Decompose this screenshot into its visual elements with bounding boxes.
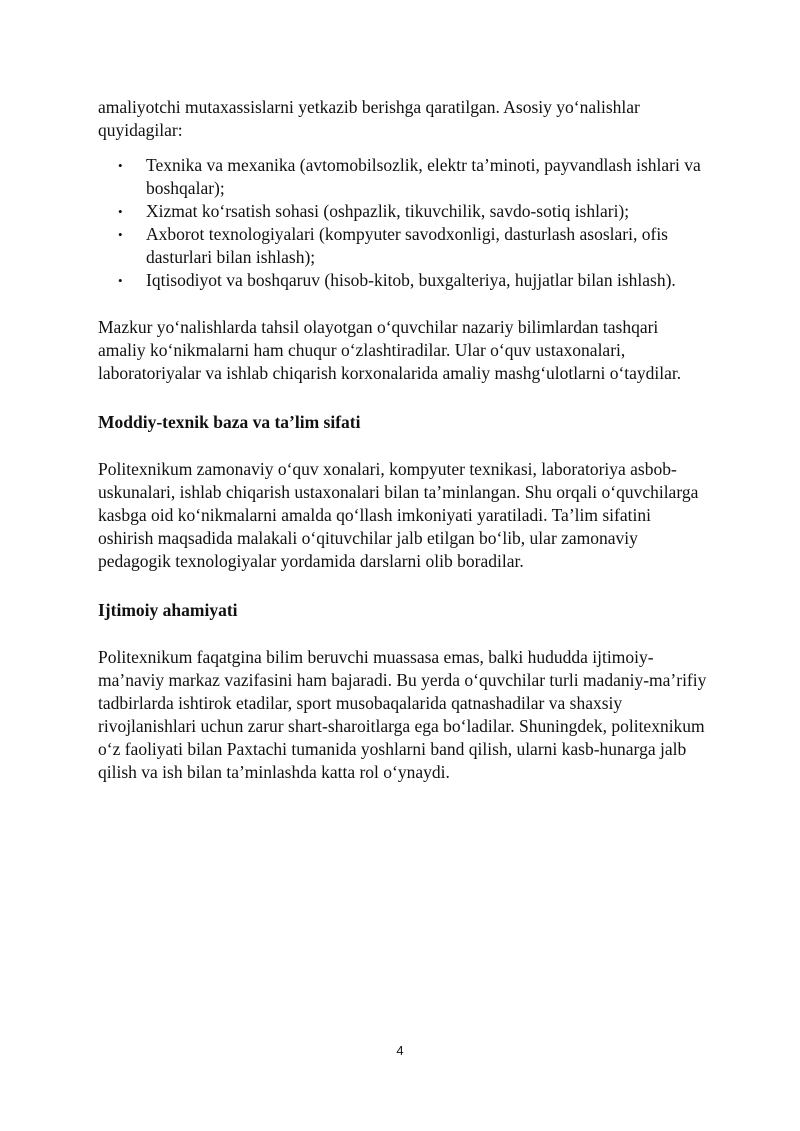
list-item (98, 154, 710, 200)
directions-paragraph: Mazkur yo‘nalishlarda tahsil olayotgan o‘quvchilar nazariy bilimlardan tashqari amaliy ko‘nikmalarni ham chuqur o‘zlashtiradilar. Ular o‘quv ustaxonalari, laboratoriyalar va ishlab chiqarish korxonalarida amaliy mashg‘ulotlarni o‘taydilar. (98, 317, 682, 383)
bullet-icon: • (118, 273, 123, 288)
list-item (98, 269, 710, 292)
list-item (98, 223, 710, 269)
bullet-icon: • (118, 227, 123, 242)
directions-list (98, 154, 710, 292)
document-page (98, 96, 710, 784)
bullet-icon: • (118, 158, 123, 173)
list-item-text: Axborot texnologiyalari (kompyuter savodxonligi, dasturlash asoslari, ofis dasturlari bilan ishlash); (146, 224, 668, 267)
intro-paragraph: amaliyotchi mutaxassislarni yetkazib berishga qaratilgan. Asosiy yo‘nalishlar quyidagilar: (98, 97, 640, 140)
page-number: 4 (396, 1043, 404, 1058)
section-heading-material-base: Moddiy-texnik baza va ta’lim sifati (98, 412, 361, 432)
material-base-paragraph: Politexnikum zamonaviy o‘quv xonalari, kompyuter texnikasi, laboratoriya asbob-uskunalari, ishlab chiqarish ustaxonalari bilan ta’minlangan. Shu orqali o‘quvchilarga kasbga oid ko‘nikmalarni amalda qo‘llash imkoniyati yaratiladi. Ta’lim sifatini oshirish maqsadida malakali o‘qituvchilar jalb etilgan bo‘lib, ular zamonaviy pedagogik texnologiyalar yordamida darslarni olib boradilar. (98, 459, 699, 571)
list-item (98, 200, 710, 223)
bullet-icon: • (118, 204, 123, 219)
list-item-text: Texnika va mexanika (avtomobilsozlik, elektr ta’minoti, payvandlash ishlari va boshqalar); (146, 155, 701, 198)
social-importance-paragraph: Politexnikum faqatgina bilim beruvchi muassasa emas, balki hududda ijtimoiy-ma’naviy markaz vazifasini ham bajaradi. Bu yerda o‘quvchilar turli madaniy-ma’rifiy tadbirlarda ishtirok etadilar, sport musobaqalarida qatnashadilar va shaxsiy rivojlanishlari uchun zarur shart-sharoitlarga ega bo‘ladilar. Shuningdek, politexnikum o‘z faoliyati bilan Paxtachi tumanida yoshlarni band qilish, ularni kasb-hunarga jalb qilish va ish bilan ta’minlashda katta rol o‘ynaydi. (98, 647, 707, 782)
section-heading-social-importance: Ijtimoiy ahamiyati (98, 600, 238, 620)
list-item-text: Iqtisodiyot va boshqaruv (hisob-kitob, buxgalteriya, hujjatlar bilan ishlash). (146, 270, 676, 290)
list-item-text: Xizmat ko‘rsatish sohasi (oshpazlik, tikuvchilik, savdo-sotiq ishlari); (146, 201, 630, 221)
